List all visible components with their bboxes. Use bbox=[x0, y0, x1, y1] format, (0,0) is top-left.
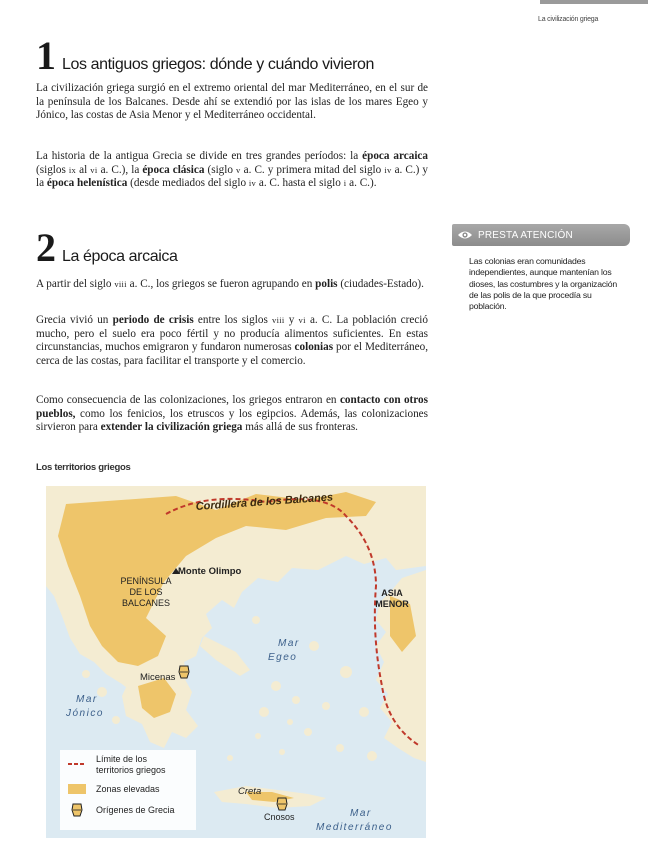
origins-icon bbox=[72, 804, 82, 816]
ionian-sea-label: Mar bbox=[76, 694, 98, 705]
peninsula-label: DE LOS bbox=[129, 587, 163, 597]
legend-limit: territorios griegos bbox=[96, 765, 166, 775]
olympus-label: Monte Olimpo bbox=[178, 566, 242, 577]
knossos-label: Cnosos bbox=[264, 812, 295, 822]
aegean-sea-label: Mar bbox=[278, 638, 300, 649]
section-number: 1 bbox=[36, 33, 56, 78]
map-caption: Los territorios griegos bbox=[36, 462, 131, 473]
attention-text: Las colonias eran comunidades independientes, aunque mantenían los dioses, las costumbres y la organización de las polis de la que procedía su población. bbox=[469, 256, 617, 312]
origins-icon bbox=[277, 798, 287, 810]
origins-icon bbox=[179, 666, 189, 678]
paragraph: Grecia vivió un periodo de crisis entre los siglos viii y vi a. C. La población creció mucho, pero el suelo era poco fértil y no producía alimentos suficientes. En estas circunstancias, muchos emigraron y fundaron numerosas colonias por el Mediterráneo, cerca de las costas, para facilitar el transporte y el comercio. bbox=[36, 314, 429, 367]
paragraph: La historia de la antigua Grecia se divide en tres grandes períodos: la época arcaica (siglos ix al vi a. C.), la época clásica (siglo v a. C. y primera mitad del siglo iv a. C.) y la época helenística (desde mediados del siglo iv a. C. hasta el siglo i a. C.). bbox=[36, 150, 429, 190]
map-greek-territories bbox=[46, 486, 426, 838]
paragraph: Como consecuencia de las colonizaciones, los griegos entraron en contacto con otros pueblos, como los fenicios, los etruscos y los egipcios. Además, las colonizaciones sirvieron para extender la civilización griega más allá de sus fronteras. bbox=[36, 394, 428, 434]
section-title: La época arcaica bbox=[62, 248, 178, 265]
asia-minor-label: MENOR bbox=[375, 599, 409, 609]
mediterranean-label: Mediterráneo bbox=[316, 822, 393, 833]
peninsula-label: BALCANES bbox=[121, 598, 171, 608]
legend-limit: Límite de los bbox=[96, 754, 148, 764]
paragraph: A partir del siglo viii a. C., los griegos se fueron agrupando en polis (ciudades-Estado). bbox=[36, 278, 424, 290]
legend-highlands: Zonas elevadas bbox=[96, 784, 160, 794]
section-title: Los antiguos griegos: dónde y cuándo vivieron bbox=[62, 56, 375, 73]
aegean-sea-label: Egeo bbox=[268, 652, 298, 663]
paragraph: La civilización griega surgió en el extremo oriental del mar Mediterráneo, en el sur de la península de los Balcanes. Desde ahí se extendió por las islas de los mares Egeo y Jónico, las costas de Asia Menor y el Mediterráneo occidental. bbox=[36, 82, 428, 122]
mycenae-label: Micenas bbox=[140, 672, 176, 683]
asia-minor-label: ASIA bbox=[381, 588, 403, 598]
map-legend bbox=[60, 750, 196, 830]
peninsula-label: PENÍNSULA bbox=[120, 576, 172, 586]
mediterranean-label: Mar bbox=[350, 808, 372, 819]
balkans-range-label: Cordillera de los Balcanes bbox=[195, 491, 334, 513]
highland-legend-swatch bbox=[68, 784, 86, 794]
section-1-heading bbox=[36, 33, 375, 78]
legend-origins: Orígenes de Grecia bbox=[96, 805, 175, 815]
running-head: La civilización griega bbox=[538, 16, 599, 23]
attention-banner bbox=[452, 224, 630, 246]
crete-label: Creta bbox=[238, 786, 262, 797]
ionian-sea-label: Jónico bbox=[66, 708, 104, 719]
header-bar bbox=[540, 0, 648, 4]
eye-icon bbox=[452, 229, 478, 241]
attention-label: PRESTA ATENCIÓN bbox=[478, 229, 573, 241]
section-2-heading bbox=[36, 225, 178, 270]
section-number: 2 bbox=[36, 225, 56, 270]
